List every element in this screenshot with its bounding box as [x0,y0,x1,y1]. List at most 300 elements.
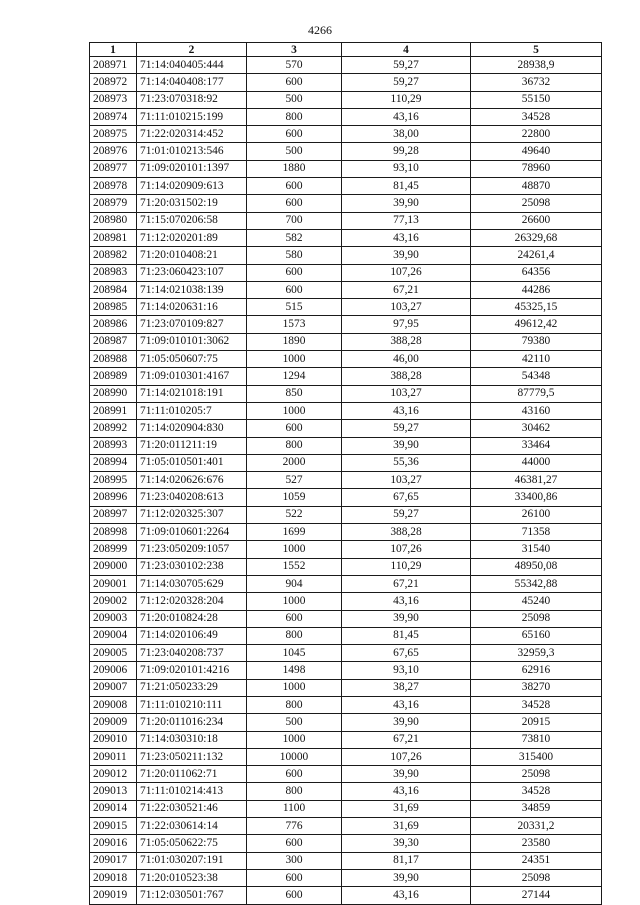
data-table [89,42,602,905]
cell-cadastral-code: 71:22:030614:14 [137,818,247,835]
cell-cadastral-code: 71:22:030521:46 [137,800,247,817]
cell-value: 48870 [471,178,602,195]
cell-cadastral-code: 71:11:010215:199 [137,108,247,125]
cell-area: 1000 [247,593,342,610]
table-row [90,679,602,696]
cell-value: 49612,42 [471,316,602,333]
cell-rate: 39,90 [342,766,471,783]
cell-value: 46381,27 [471,472,602,489]
cell-cadastral-code: 71:20:010824:28 [137,610,247,627]
cell-rate: 55,36 [342,454,471,471]
cell-cadastral-code: 71:12:020328:204 [137,593,247,610]
table-row [90,541,602,558]
table-row [90,57,602,74]
cell-value: 38270 [471,679,602,696]
table-row [90,333,602,350]
cell-number: 208989 [90,368,137,385]
cell-rate: 67,21 [342,575,471,592]
cell-number: 208975 [90,126,137,143]
cell-number: 209003 [90,610,137,627]
cell-number: 209019 [90,887,137,904]
cell-number: 208999 [90,541,137,558]
table-row [90,610,602,627]
cell-area: 776 [247,818,342,835]
cell-value: 25098 [471,195,602,212]
cell-area: 1000 [247,679,342,696]
cell-number: 209002 [90,593,137,610]
cell-number: 208984 [90,281,137,298]
cell-number: 209007 [90,679,137,696]
cell-cadastral-code: 71:09:010301:4167 [137,368,247,385]
cell-cadastral-code: 71:11:010214:413 [137,783,247,800]
cell-rate: 93,10 [342,662,471,679]
cell-value: 87779,5 [471,385,602,402]
cell-rate: 43,16 [342,108,471,125]
cell-rate: 46,00 [342,351,471,368]
cell-rate: 59,27 [342,420,471,437]
cell-area: 1000 [247,351,342,368]
cell-number: 209013 [90,783,137,800]
cell-rate: 77,13 [342,212,471,229]
cell-area: 800 [247,108,342,125]
table-row [90,195,602,212]
cell-area: 600 [247,281,342,298]
cell-rate: 38,27 [342,679,471,696]
cell-value: 30462 [471,420,602,437]
table-header-row [90,43,602,57]
cell-area: 800 [247,627,342,644]
cell-value: 31540 [471,541,602,558]
cell-cadastral-code: 71:22:020314:452 [137,126,247,143]
table-row [90,748,602,765]
cell-cadastral-code: 71:14:030705:629 [137,575,247,592]
cell-rate: 43,16 [342,887,471,904]
cell-rate: 43,16 [342,696,471,713]
cell-number: 208982 [90,247,137,264]
table-row [90,454,602,471]
cell-cadastral-code: 71:12:020201:89 [137,229,247,246]
cell-number: 208996 [90,489,137,506]
cell-number: 208972 [90,74,137,91]
cell-rate: 59,27 [342,506,471,523]
cell-value: 33464 [471,437,602,454]
cell-value: 45325,15 [471,299,602,316]
table-row [90,316,602,333]
table-row [90,731,602,748]
cell-rate: 67,21 [342,281,471,298]
cell-area: 515 [247,299,342,316]
cell-value: 44286 [471,281,602,298]
cell-area: 500 [247,714,342,731]
cell-area: 1890 [247,333,342,350]
cell-number: 209016 [90,835,137,852]
page-number: 4266 [308,23,332,37]
cell-area: 600 [247,766,342,783]
cell-area: 800 [247,437,342,454]
cell-rate: 39,90 [342,247,471,264]
table-row [90,420,602,437]
cell-value: 36732 [471,74,602,91]
cell-number: 208991 [90,402,137,419]
cell-rate: 39,90 [342,869,471,886]
cell-value: 25098 [471,869,602,886]
cell-value: 55342,88 [471,575,602,592]
cell-rate: 59,27 [342,57,471,74]
table-row [90,593,602,610]
cell-rate: 81,17 [342,852,471,869]
table-row [90,506,602,523]
cell-area: 570 [247,57,342,74]
cell-number: 208994 [90,454,137,471]
cell-value: 73810 [471,731,602,748]
cell-area: 2000 [247,454,342,471]
cell-number: 209005 [90,645,137,662]
cell-number: 208978 [90,178,137,195]
cell-area: 600 [247,178,342,195]
table-row [90,229,602,246]
cell-area: 300 [247,852,342,869]
cell-area: 600 [247,420,342,437]
cell-cadastral-code: 71:05:010501:401 [137,454,247,471]
cell-value: 20915 [471,714,602,731]
cell-value: 44000 [471,454,602,471]
cell-cadastral-code: 71:20:031502:19 [137,195,247,212]
cell-area: 600 [247,195,342,212]
cell-number: 208985 [90,299,137,316]
cell-area: 582 [247,229,342,246]
cell-number: 208976 [90,143,137,160]
cell-value: 34528 [471,783,602,800]
cell-cadastral-code: 71:23:050211:132 [137,748,247,765]
cell-cadastral-code: 71:20:011062:71 [137,766,247,783]
cell-value: 78960 [471,160,602,177]
cell-rate: 39,90 [342,714,471,731]
cell-cadastral-code: 71:23:040208:737 [137,645,247,662]
cell-number: 208977 [90,160,137,177]
cell-number: 209014 [90,800,137,817]
cell-cadastral-code: 71:12:020325:307 [137,506,247,523]
table-row [90,143,602,160]
cell-number: 209010 [90,731,137,748]
cell-rate: 81,45 [342,627,471,644]
cell-rate: 103,27 [342,472,471,489]
cell-cadastral-code: 71:23:030102:238 [137,558,247,575]
table-row [90,800,602,817]
cell-cadastral-code: 71:09:010101:3062 [137,333,247,350]
cell-value: 20331,2 [471,818,602,835]
cell-number: 209009 [90,714,137,731]
cell-rate: 67,21 [342,731,471,748]
cell-cadastral-code: 71:11:010210:111 [137,696,247,713]
cell-number: 208986 [90,316,137,333]
cell-cadastral-code: 71:14:020904:830 [137,420,247,437]
cell-rate: 31,69 [342,800,471,817]
cell-area: 600 [247,126,342,143]
cell-value: 79380 [471,333,602,350]
cell-value: 42110 [471,351,602,368]
cell-area: 522 [247,506,342,523]
cell-rate: 107,26 [342,748,471,765]
table-row [90,869,602,886]
cell-rate: 39,90 [342,195,471,212]
cell-number: 209000 [90,558,137,575]
cell-value: 27144 [471,887,602,904]
table-row [90,160,602,177]
cell-cadastral-code: 71:01:010213:546 [137,143,247,160]
cell-number: 208988 [90,351,137,368]
cell-rate: 38,00 [342,126,471,143]
cell-area: 600 [247,869,342,886]
cell-rate: 93,10 [342,160,471,177]
cell-cadastral-code: 71:20:010408:21 [137,247,247,264]
cell-area: 580 [247,247,342,264]
table-row [90,714,602,731]
cell-rate: 39,90 [342,610,471,627]
table-row [90,281,602,298]
table-row [90,402,602,419]
cell-value: 28938,9 [471,57,602,74]
column-header-3: 3 [247,43,342,57]
table-row [90,627,602,644]
cell-rate: 43,16 [342,402,471,419]
table-row [90,818,602,835]
table-row [90,212,602,229]
table-row [90,835,602,852]
cell-cadastral-code: 71:23:040208:613 [137,489,247,506]
table-row [90,662,602,679]
cell-area: 600 [247,74,342,91]
cell-value: 34859 [471,800,602,817]
cell-number: 209004 [90,627,137,644]
cell-value: 24351 [471,852,602,869]
cell-value: 49640 [471,143,602,160]
cell-cadastral-code: 71:23:060423:107 [137,264,247,281]
table-row [90,264,602,281]
table-row [90,696,602,713]
cell-area: 1059 [247,489,342,506]
cell-number: 209017 [90,852,137,869]
table-row [90,74,602,91]
cell-rate: 388,28 [342,333,471,350]
cell-rate: 59,27 [342,74,471,91]
cell-area: 600 [247,610,342,627]
cell-rate: 81,45 [342,178,471,195]
cell-number: 209011 [90,748,137,765]
cell-value: 64356 [471,264,602,281]
cell-area: 527 [247,472,342,489]
cell-rate: 110,29 [342,558,471,575]
cell-value: 65160 [471,627,602,644]
cell-cadastral-code: 71:14:020106:49 [137,627,247,644]
cell-cadastral-code: 71:14:020909:613 [137,178,247,195]
cell-rate: 39,90 [342,437,471,454]
cell-area: 600 [247,887,342,904]
cell-area: 700 [247,212,342,229]
cell-cadastral-code: 71:05:050622:75 [137,835,247,852]
table-row [90,108,602,125]
cell-area: 1000 [247,541,342,558]
cell-cadastral-code: 71:20:010523:38 [137,869,247,886]
table-row [90,91,602,108]
cell-value: 43160 [471,402,602,419]
cell-cadastral-code: 71:11:010205:7 [137,402,247,419]
cell-number: 208980 [90,212,137,229]
table-body [90,57,602,905]
cell-cadastral-code: 71:09:020101:1397 [137,160,247,177]
cell-area: 1000 [247,731,342,748]
cell-rate: 99,28 [342,143,471,160]
cell-number: 208983 [90,264,137,281]
cell-number: 208973 [90,91,137,108]
cell-rate: 43,16 [342,593,471,610]
table-row [90,437,602,454]
cell-cadastral-code: 71:23:070318:92 [137,91,247,108]
cell-cadastral-code: 71:14:021038:139 [137,281,247,298]
cell-rate: 388,28 [342,524,471,541]
cell-cadastral-code: 71:20:011211:19 [137,437,247,454]
cell-area: 1294 [247,368,342,385]
cell-cadastral-code: 71:14:040408:177 [137,74,247,91]
cell-value: 25098 [471,766,602,783]
cell-rate: 39,30 [342,835,471,852]
column-header-5: 5 [471,43,602,57]
cell-value: 24261,4 [471,247,602,264]
cell-cadastral-code: 71:01:030207:191 [137,852,247,869]
table-row [90,489,602,506]
cell-number: 208993 [90,437,137,454]
cell-cadastral-code: 71:20:011016:234 [137,714,247,731]
cell-rate: 43,16 [342,229,471,246]
cell-area: 1880 [247,160,342,177]
cell-value: 25098 [471,610,602,627]
cell-value: 34528 [471,108,602,125]
table-row [90,299,602,316]
cell-rate: 107,26 [342,264,471,281]
table-row [90,368,602,385]
cell-cadastral-code: 71:23:070109:827 [137,316,247,333]
table-row [90,575,602,592]
cell-area: 1573 [247,316,342,333]
cell-rate: 67,65 [342,645,471,662]
table-row [90,178,602,195]
cell-area: 600 [247,835,342,852]
cell-cadastral-code: 71:05:050607:75 [137,351,247,368]
table-row [90,558,602,575]
cell-area: 1498 [247,662,342,679]
table-row [90,783,602,800]
column-header-4: 4 [342,43,471,57]
cell-rate: 110,29 [342,91,471,108]
cell-value: 23580 [471,835,602,852]
cell-value: 315400 [471,748,602,765]
column-header-1: 1 [90,43,137,57]
cell-number: 208990 [90,385,137,402]
cell-number: 208995 [90,472,137,489]
cell-number: 208979 [90,195,137,212]
cell-number: 209006 [90,662,137,679]
cell-value: 32959,3 [471,645,602,662]
cell-value: 62916 [471,662,602,679]
cell-area: 800 [247,783,342,800]
cell-cadastral-code: 71:14:040405:444 [137,57,247,74]
table-row [90,351,602,368]
cell-number: 208987 [90,333,137,350]
table-row [90,524,602,541]
cell-cadastral-code: 71:14:030310:18 [137,731,247,748]
cell-area: 1000 [247,402,342,419]
cell-number: 209001 [90,575,137,592]
cell-rate: 388,28 [342,368,471,385]
cell-area: 1552 [247,558,342,575]
column-header-2: 2 [137,43,247,57]
cell-value: 22800 [471,126,602,143]
cell-number: 209015 [90,818,137,835]
cell-rate: 97,95 [342,316,471,333]
cell-area: 850 [247,385,342,402]
cell-value: 34528 [471,696,602,713]
table-row [90,385,602,402]
cell-number: 208981 [90,229,137,246]
cell-area: 10000 [247,748,342,765]
cell-cadastral-code: 71:14:020631:16 [137,299,247,316]
cell-value: 54348 [471,368,602,385]
cell-value: 45240 [471,593,602,610]
table-row [90,645,602,662]
cell-area: 800 [247,696,342,713]
cell-cadastral-code: 71:15:070206:58 [137,212,247,229]
cell-number: 209008 [90,696,137,713]
cell-number: 209012 [90,766,137,783]
cell-value: 55150 [471,91,602,108]
cell-area: 1699 [247,524,342,541]
cell-number: 208971 [90,57,137,74]
cell-value: 33400,86 [471,489,602,506]
cell-number: 208974 [90,108,137,125]
cell-value: 26329,68 [471,229,602,246]
cell-value: 26100 [471,506,602,523]
cell-number: 208998 [90,524,137,541]
table-row [90,247,602,264]
cell-value: 71358 [471,524,602,541]
cell-area: 500 [247,91,342,108]
cell-cadastral-code: 71:12:030501:767 [137,887,247,904]
cell-value: 26600 [471,212,602,229]
cell-cadastral-code: 71:21:050233:29 [137,679,247,696]
cell-number: 209018 [90,869,137,886]
cell-area: 500 [247,143,342,160]
cell-number: 208997 [90,506,137,523]
cell-area: 1100 [247,800,342,817]
table-row [90,126,602,143]
cell-rate: 103,27 [342,385,471,402]
table-row [90,852,602,869]
cell-rate: 43,16 [342,783,471,800]
cell-number: 208992 [90,420,137,437]
cell-area: 1045 [247,645,342,662]
cell-cadastral-code: 71:09:010601:2264 [137,524,247,541]
cell-rate: 103,27 [342,299,471,316]
cell-area: 904 [247,575,342,592]
cell-cadastral-code: 71:14:020626:676 [137,472,247,489]
table-row [90,472,602,489]
table-row [90,887,602,904]
table-row [90,766,602,783]
cell-rate: 107,26 [342,541,471,558]
cell-cadastral-code: 71:23:050209:1057 [137,541,247,558]
cell-rate: 67,65 [342,489,471,506]
cell-value: 48950,08 [471,558,602,575]
cell-cadastral-code: 71:09:020101:4216 [137,662,247,679]
